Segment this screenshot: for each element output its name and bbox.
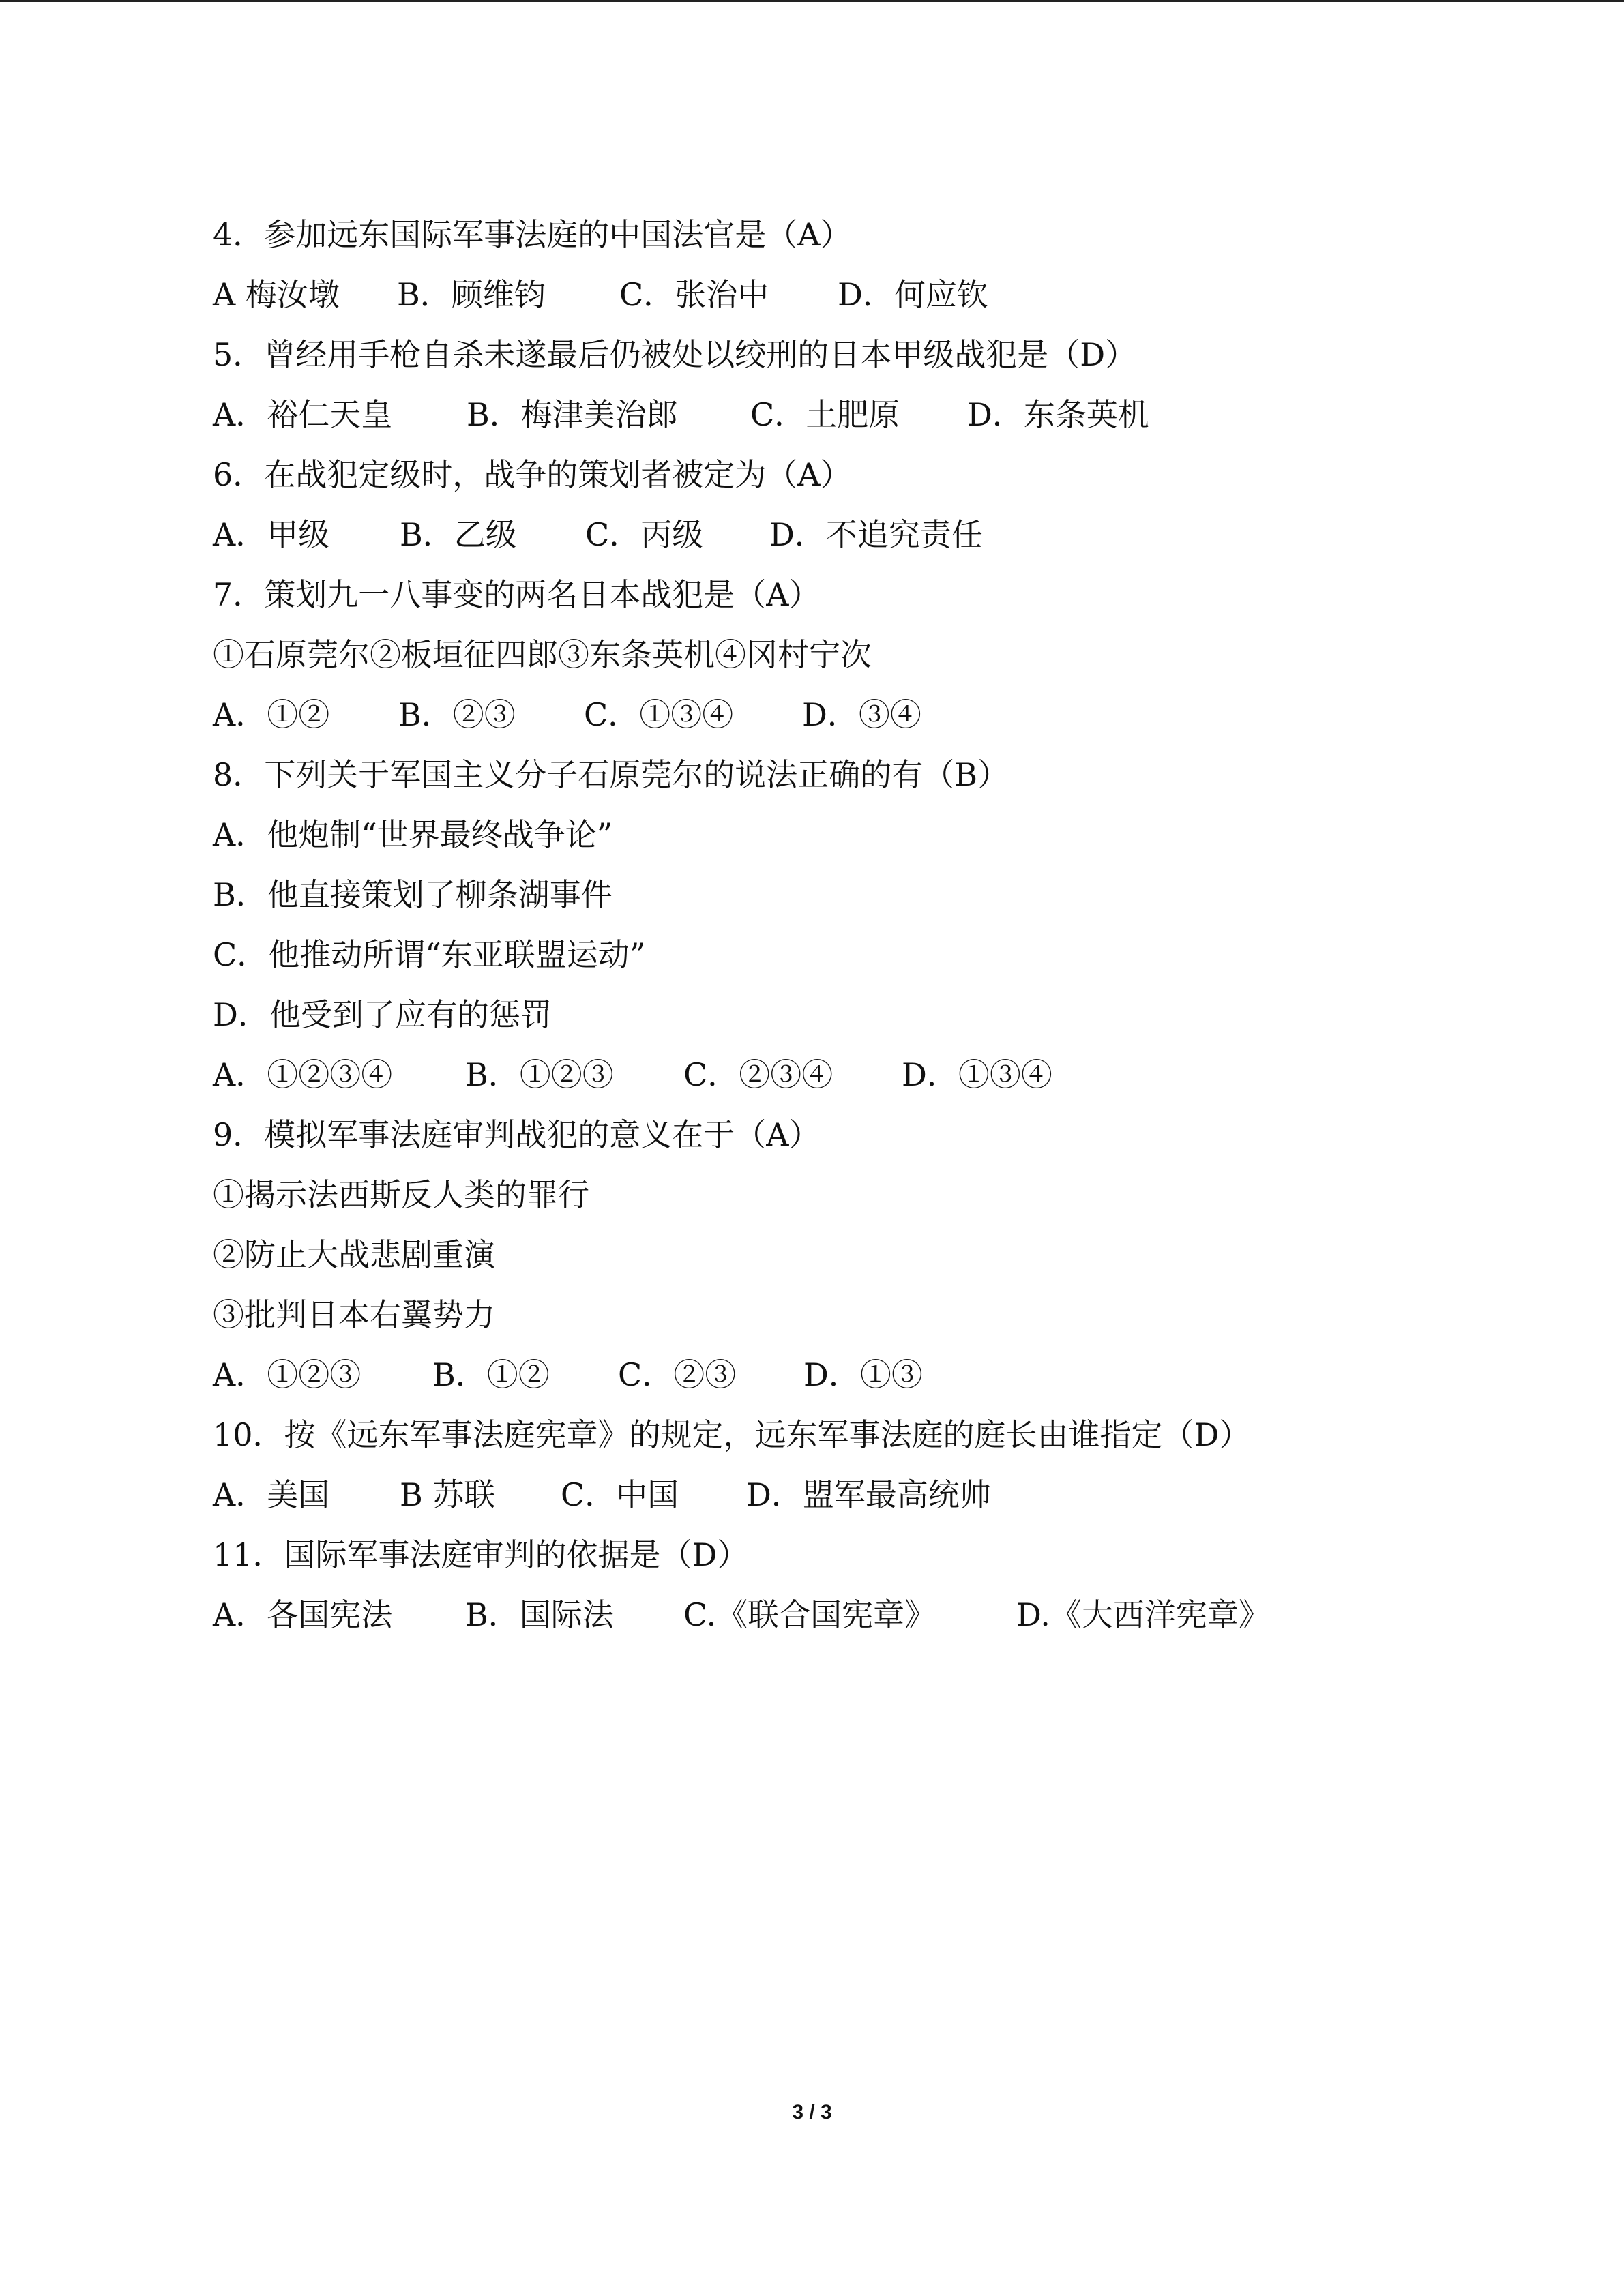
question-8-item-2: B．他直接策划了柳条湖事件: [213, 876, 612, 913]
option-b: B 苏联: [400, 1476, 496, 1513]
option-d: D．①③④: [902, 1056, 1052, 1093]
option-a: A 梅汝墩: [213, 276, 340, 313]
option-a: A．裕仁天皇: [213, 396, 393, 433]
question-6-options: [213, 514, 983, 555]
option-d: D．何应钦: [838, 276, 988, 313]
option-d: D．东条英机: [967, 396, 1149, 433]
question-7-item: ①石原莞尔②板垣征四郎③东条英机④冈村宁次: [213, 636, 872, 673]
option-a: A．①②③: [213, 1356, 361, 1393]
option-c: C．②③: [618, 1356, 737, 1393]
question-5-stem: 5．曾经用手枪自杀未遂最后仍被处以绞刑的日本甲级战犯是（D）: [213, 336, 1137, 373]
question-11-stem: 11．国际军事法庭审判的依据是（D）: [213, 1536, 749, 1573]
question-4-stem: 4．参加远东国际军事法庭的中国法官是（A）: [213, 216, 852, 253]
option-c: C.《联合国宪章》: [683, 1596, 936, 1633]
option-d: D.《大西洋宪章》: [1016, 1596, 1270, 1633]
option-d: D．③④: [802, 696, 921, 733]
question-11-options: [213, 1594, 1270, 1635]
question-8-stem: 8．下列关于军国主义分子石原莞尔的说法正确的有（B）: [213, 756, 1009, 793]
question-9-stem: 9．模拟军事法庭审判战犯的意义在于（A）: [213, 1116, 821, 1153]
option-a: A．美国: [213, 1476, 330, 1513]
option-b: B．乙级: [400, 516, 517, 553]
option-d: D．盟军最高统帅: [746, 1476, 991, 1513]
option-b: B．①②: [432, 1356, 550, 1393]
top-border-rule: [0, 0, 1624, 2]
option-c: C．丙级: [585, 516, 704, 553]
question-8-item-1: A．他炮制“世界最终战争论”: [213, 816, 613, 853]
option-c: C．中国: [561, 1476, 679, 1513]
question-6-stem: 6．在战犯定级时，战争的策划者被定为（A）: [213, 456, 852, 493]
question-9-item-1: ①揭示法西斯反人类的罪行: [213, 1176, 589, 1213]
option-d: D．不追究责任: [769, 516, 983, 553]
option-c: C．土肥原: [750, 396, 900, 433]
option-b: B．①②③: [465, 1056, 614, 1093]
option-a: A．各国宪法: [213, 1596, 393, 1633]
option-a: A．①②③④: [213, 1056, 393, 1093]
question-8-item-3: C．他推动所谓“东亚联盟运动”: [213, 936, 646, 973]
question-9-item-3: ③批判日本右翼势力: [213, 1296, 495, 1333]
question-8-options: [213, 1054, 1052, 1095]
question-10-stem: 10．按《远东军事法庭宪章》的规定，远东军事法庭的庭长由谁指定（D）: [213, 1416, 1251, 1453]
option-b: B．②③: [398, 696, 516, 733]
question-7-options: [213, 694, 921, 735]
page-number: 3 / 3: [792, 2101, 832, 2123]
option-a: A．①②: [213, 696, 330, 733]
option-b: B．国际法: [465, 1596, 614, 1633]
question-4-options: [213, 274, 988, 315]
option-a: A．甲级: [213, 516, 330, 553]
option-c: C．②③④: [683, 1056, 833, 1093]
question-9-item-2: ②防止大战悲剧重演: [213, 1236, 495, 1273]
option-c: C．张治中: [619, 276, 769, 313]
option-d: D．①③: [803, 1356, 923, 1393]
option-b: B．顾维钧: [397, 276, 546, 313]
question-8-item-4: D．他受到了应有的惩罚: [213, 996, 552, 1033]
question-9-options: [213, 1354, 923, 1395]
option-c: C．①③④: [584, 696, 734, 733]
question-10-options: [213, 1474, 991, 1515]
question-7-stem: 7．策划九一八事变的两名日本战犯是（A）: [213, 576, 821, 613]
question-5-options: [213, 394, 1149, 435]
option-b: B．梅津美治郎: [467, 396, 678, 433]
